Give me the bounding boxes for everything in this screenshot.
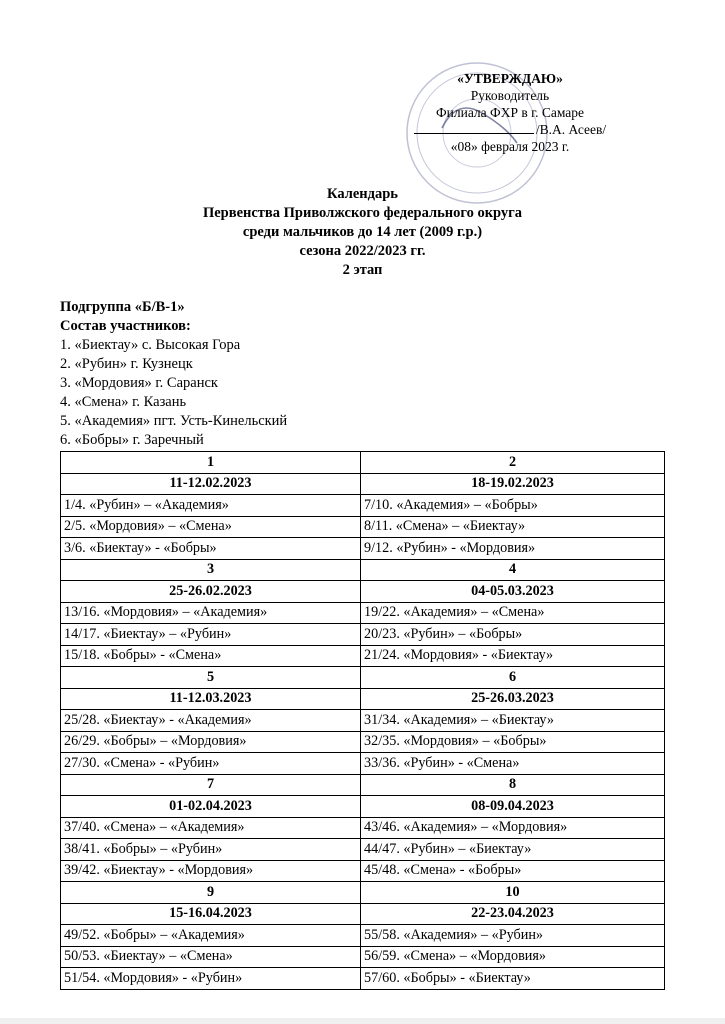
approval-block [410, 70, 610, 155]
title-line-3: среди мальчиков до 14 лет (2009 г.р.) [242, 224, 483, 240]
title-line-4: сезона 2022/2023 гг. [299, 243, 426, 259]
game-cell: 32/35. «Мордовия» – «Бобры» [361, 731, 665, 753]
game-cell: 51/54. «Мордовия» - «Рубин» [61, 968, 361, 990]
subgroup-heading: Подгруппа «Б/В-1» [60, 299, 185, 315]
round-date: 15-16.04.2023 [61, 903, 361, 925]
game-cell: 14/17. «Биектау» – «Рубин» [61, 624, 361, 646]
table-row [61, 774, 665, 796]
table-row [61, 839, 665, 861]
title-line-2: Первенства Приволжского федерального округа [202, 205, 523, 221]
participant-item: 6. «Бобры» г. Заречный [60, 432, 204, 448]
title-line-1: Календарь [327, 186, 398, 202]
game-cell: 55/58. «Академия» – «Рубин» [361, 925, 665, 947]
approval-date: «08» февраля 2023 г. [450, 139, 570, 154]
table-row [61, 667, 665, 689]
game-cell: 2/5. «Мордовия» – «Смена» [61, 516, 361, 538]
signature-line [414, 121, 534, 134]
round-date: 11-12.02.2023 [61, 473, 361, 495]
game-cell: 33/36. «Рубин» - «Смена» [361, 753, 665, 775]
table-row [61, 452, 665, 474]
round-number: 4 [361, 559, 665, 581]
table-row [61, 817, 665, 839]
round-number: 7 [61, 774, 361, 796]
game-cell: 20/23. «Рубин» – «Бобры» [361, 624, 665, 646]
round-number: 2 [361, 452, 665, 474]
game-cell: 9/12. «Рубин» - «Мордовия» [361, 538, 665, 560]
title-line-5: 2 этап [342, 262, 383, 278]
round-number: 9 [61, 882, 361, 904]
round-number: 1 [61, 452, 361, 474]
table-row [61, 860, 665, 882]
game-cell: 27/30. «Смена» - «Рубин» [61, 753, 361, 775]
table-row [61, 710, 665, 732]
game-cell: 43/46. «Академия» – «Мордовия» [361, 817, 665, 839]
game-cell: 3/6. «Биектау» - «Бобры» [61, 538, 361, 560]
game-cell: 15/18. «Бобры» - «Смена» [61, 645, 361, 667]
table-row [61, 968, 665, 990]
schedule-table [60, 451, 665, 990]
round-number: 3 [61, 559, 361, 581]
approval-org: Филиала ФХР в г. Самаре [435, 105, 585, 120]
round-number: 10 [361, 882, 665, 904]
approval-signer: /В.А. Асеев/ [535, 122, 607, 137]
bottom-bar [0, 1018, 725, 1024]
game-cell: 38/41. «Бобры» – «Рубин» [61, 839, 361, 861]
table-row [61, 925, 665, 947]
game-cell: 13/16. «Мордовия» – «Академия» [61, 602, 361, 624]
approval-role: Руководитель [470, 88, 550, 103]
round-number: 8 [361, 774, 665, 796]
round-number: 5 [61, 667, 361, 689]
participants-heading: Состав участников: [60, 318, 191, 334]
round-number: 6 [361, 667, 665, 689]
participant-item: 2. «Рубин» г. Кузнецк [60, 356, 193, 372]
table-row [61, 796, 665, 818]
round-date: 25-26.03.2023 [361, 688, 665, 710]
round-date: 04-05.03.2023 [361, 581, 665, 603]
game-cell: 44/47. «Рубин» – «Биектау» [361, 839, 665, 861]
table-row [61, 731, 665, 753]
table-row [61, 495, 665, 517]
game-cell: 1/4. «Рубин» – «Академия» [61, 495, 361, 517]
round-date: 18-19.02.2023 [361, 473, 665, 495]
table-row [61, 903, 665, 925]
table-row [61, 516, 665, 538]
table-row [61, 688, 665, 710]
game-cell: 31/34. «Академия» – «Биектау» [361, 710, 665, 732]
round-date: 22-23.04.2023 [361, 903, 665, 925]
table-row [61, 624, 665, 646]
game-cell: 45/48. «Смена» - «Бобры» [361, 860, 665, 882]
participant-item: 3. «Мордовия» г. Саранск [60, 375, 218, 391]
game-cell: 57/60. «Бобры» - «Биектау» [361, 968, 665, 990]
table-row [61, 473, 665, 495]
table-row [61, 602, 665, 624]
table-row [61, 882, 665, 904]
approval-signer-row [410, 121, 610, 138]
round-date: 11-12.03.2023 [61, 688, 361, 710]
round-date: 01-02.04.2023 [61, 796, 361, 818]
table-row [61, 946, 665, 968]
participant-item: 5. «Академия» пгт. Усть-Кинельский [60, 413, 288, 429]
round-date: 08-09.04.2023 [361, 796, 665, 818]
game-cell: 26/29. «Бобры» – «Мордовия» [61, 731, 361, 753]
participant-item: 4. «Смена» г. Казань [60, 394, 187, 410]
game-cell: 25/28. «Биектау» - «Академия» [61, 710, 361, 732]
participants-block [60, 298, 287, 450]
game-cell: 19/22. «Академия» – «Смена» [361, 602, 665, 624]
table-row [61, 581, 665, 603]
document-title [0, 185, 725, 280]
table-row [61, 538, 665, 560]
game-cell: 56/59. «Смена» – «Мордовия» [361, 946, 665, 968]
round-date: 25-26.02.2023 [61, 581, 361, 603]
table-row [61, 645, 665, 667]
game-cell: 37/40. «Смена» – «Академия» [61, 817, 361, 839]
game-cell: 21/24. «Мордовия» - «Биектау» [361, 645, 665, 667]
game-cell: 49/52. «Бобры» – «Академия» [61, 925, 361, 947]
game-cell: 50/53. «Биектау» – «Смена» [61, 946, 361, 968]
table-row [61, 753, 665, 775]
participant-item: 1. «Биектау» с. Высокая Гора [60, 337, 241, 353]
approval-heading: «УТВЕРЖДАЮ» [457, 71, 563, 86]
game-cell: 39/42. «Биектау» - «Мордовия» [61, 860, 361, 882]
game-cell: 8/11. «Смена» – «Биектау» [361, 516, 665, 538]
table-row [61, 559, 665, 581]
game-cell: 7/10. «Академия» – «Бобры» [361, 495, 665, 517]
